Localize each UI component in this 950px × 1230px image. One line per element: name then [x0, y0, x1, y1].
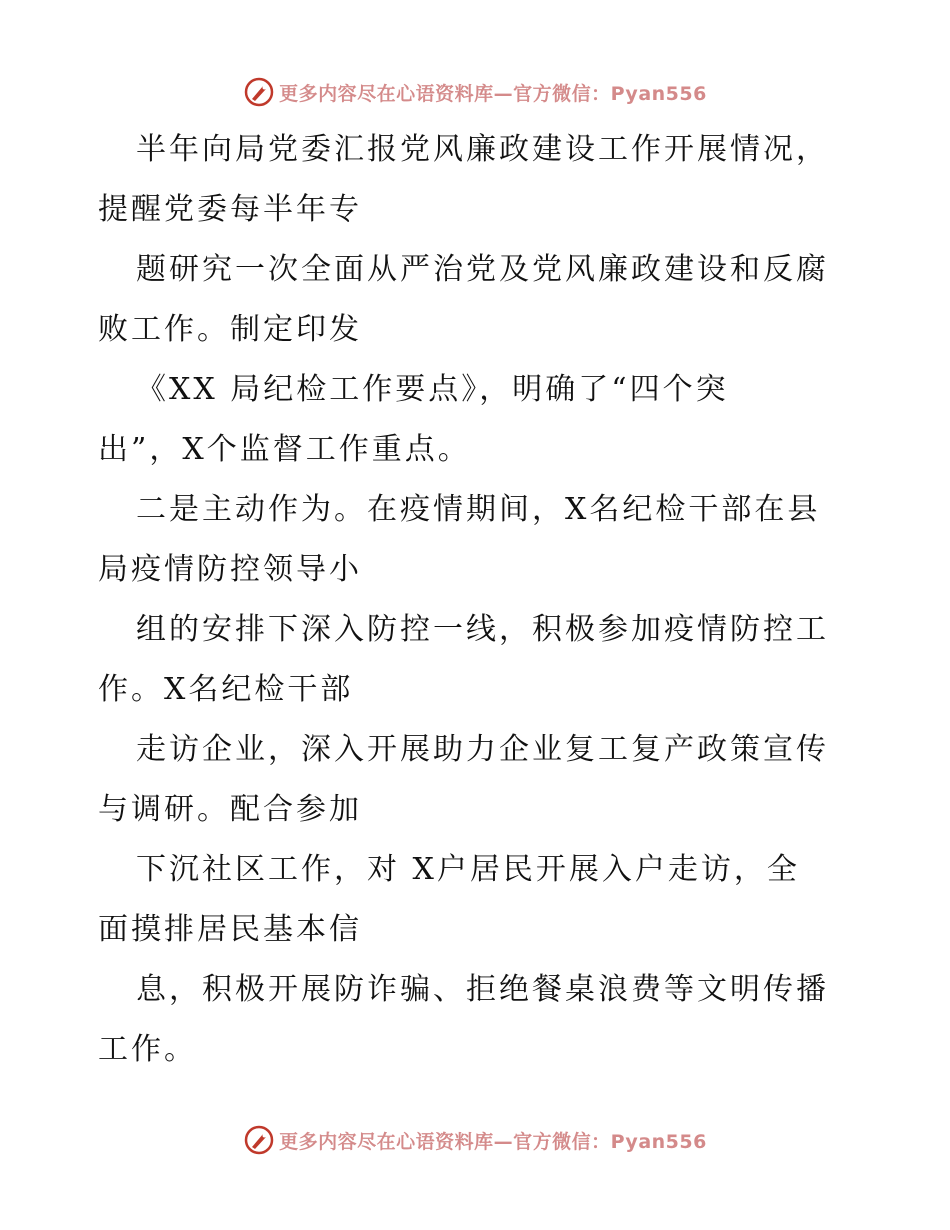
text-line: 组的安排下深入防控一线，积极参加疫情防控工: [136, 612, 829, 647]
document-body: [98, 120, 858, 1080]
text-line: 息，积极开展防诈骗、拒绝餐桌浪费等文明传播: [136, 972, 829, 1007]
watermark-text: 更多内容尽在心语资料库—官方微信：Pyan556: [279, 82, 707, 105]
text-line: 作。X名纪检干部: [98, 672, 354, 707]
text-line: 半年向局党委汇报党风廉政建设工作开展情况，: [136, 132, 829, 167]
header-watermark: [0, 72, 950, 112]
text-line: 提醒党委每半年专: [98, 192, 362, 227]
text-line: 二是主动作为。在疫情期间，X名纪检干部在县: [136, 492, 821, 527]
text-line: 出”，X个监督工作重点。: [98, 432, 471, 467]
pen-nib-circle-icon: [243, 1124, 275, 1156]
text-line: 败工作。制定印发: [98, 312, 362, 347]
text-line: 下沉社区工作，对 X户居民开展入户走访，全: [136, 852, 800, 887]
text-line: 面摸排居民基本信: [98, 912, 362, 947]
text-line: 局疫情防控领导小: [98, 552, 362, 587]
text-line: 题研究一次全面从严治党及党风廉政建设和反腐: [136, 252, 829, 287]
watermark-text: 更多内容尽在心语资料库—官方微信：Pyan556: [279, 1130, 707, 1153]
text-line: 《XX 局纪检工作要点》，明确了“四个突: [136, 372, 729, 407]
text-line: 与调研。配合参加: [98, 792, 362, 827]
text-line: 工作。: [98, 1032, 197, 1067]
text-line: 走访企业，深入开展助力企业复工复产政策宣传: [136, 732, 829, 767]
footer-watermark: [0, 1120, 950, 1160]
pen-nib-circle-icon: [243, 76, 275, 108]
